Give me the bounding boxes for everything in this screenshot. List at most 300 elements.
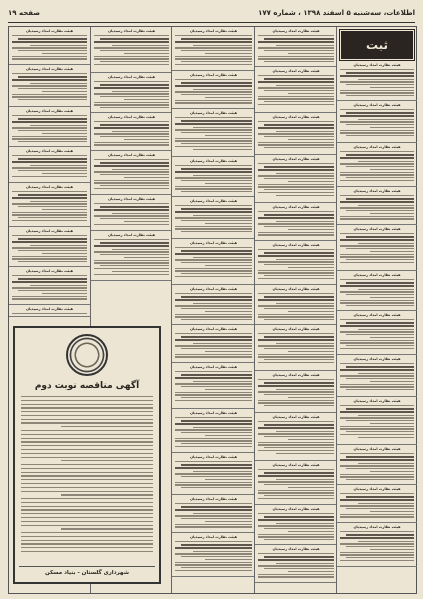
tender-text-line bbox=[61, 426, 153, 427]
notice-text-line bbox=[288, 397, 334, 398]
notice-text-line bbox=[340, 348, 414, 349]
notice-text-line bbox=[181, 50, 252, 51]
notice-text-line bbox=[94, 209, 169, 211]
notice-text-line bbox=[42, 91, 87, 92]
notice-title: هیئت نظارت امداد رسیدیان bbox=[189, 455, 238, 459]
notice-text-line bbox=[358, 373, 414, 374]
notice-text-line bbox=[346, 248, 414, 249]
notice-title: هیئت نظارت امداد رسیدیان bbox=[189, 73, 238, 77]
notice-text-line bbox=[181, 132, 252, 133]
notice-text-line bbox=[276, 523, 334, 524]
notice-text-line bbox=[258, 400, 334, 401]
notice-text-line bbox=[175, 276, 252, 277]
notice-text-line bbox=[12, 167, 87, 168]
notice-text-line bbox=[258, 184, 334, 185]
notice-text-line bbox=[340, 291, 414, 292]
legal-notice bbox=[9, 27, 90, 65]
notice-text-line bbox=[340, 434, 414, 435]
notice-text-line bbox=[370, 471, 414, 472]
notice-text-line bbox=[340, 417, 414, 418]
notice-text-line bbox=[358, 463, 414, 464]
notice-text-line bbox=[358, 79, 414, 80]
notice-text-line bbox=[100, 50, 169, 51]
legal-notice bbox=[255, 67, 337, 113]
notice-text-line bbox=[175, 123, 252, 125]
notice-text-line bbox=[370, 127, 414, 128]
notice-text-line bbox=[258, 574, 334, 575]
notice-text-line bbox=[340, 130, 414, 131]
notice-text-line bbox=[258, 339, 334, 341]
tender-text-line bbox=[61, 494, 153, 495]
notice-text-line bbox=[181, 94, 252, 95]
notice-text-line bbox=[12, 241, 87, 243]
notice-text-line bbox=[100, 242, 169, 244]
notice-text-line bbox=[264, 405, 334, 406]
notice-text-line bbox=[346, 378, 414, 379]
notice-text-line bbox=[264, 424, 334, 426]
notice-text-line bbox=[258, 314, 334, 315]
notice-text-line bbox=[264, 90, 334, 91]
emblem-icon bbox=[66, 334, 108, 376]
notice-text-line bbox=[94, 58, 169, 59]
notice-text-line bbox=[264, 528, 334, 529]
notice-text-line bbox=[276, 343, 334, 344]
notice-text-line bbox=[42, 173, 87, 174]
legal-notice bbox=[9, 107, 90, 147]
notice-text-line bbox=[112, 249, 169, 250]
notice-text-line bbox=[370, 511, 414, 512]
notice-text-line bbox=[340, 256, 414, 257]
notice-text-line bbox=[181, 319, 252, 320]
notice-title: هیئت نظارت امداد رسیدیان bbox=[353, 63, 401, 67]
tender-title: آگهی مناقصه نوبت دوم bbox=[34, 381, 140, 391]
notice-text-line bbox=[175, 138, 252, 139]
notice-text-line bbox=[18, 130, 87, 131]
notice-text-line bbox=[340, 426, 414, 427]
notice-text-line bbox=[94, 245, 169, 247]
notice-text-line bbox=[193, 89, 252, 90]
notice-text-line bbox=[175, 423, 252, 425]
notice-text-line bbox=[100, 218, 169, 219]
notice-text-line bbox=[94, 87, 169, 89]
notice-text-line bbox=[175, 339, 252, 341]
notice-text-line bbox=[264, 348, 334, 349]
legal-notice bbox=[91, 73, 172, 113]
notice-text-line bbox=[288, 139, 334, 140]
notice-text-line bbox=[205, 53, 252, 54]
legal-notice bbox=[255, 545, 337, 583]
legal-notice bbox=[337, 523, 417, 567]
notice-text-line bbox=[181, 567, 252, 568]
tender-text-line bbox=[21, 475, 153, 476]
notice-text-line bbox=[181, 348, 252, 349]
notice-text-line bbox=[193, 149, 252, 150]
notice-text-line bbox=[175, 305, 252, 306]
notice-text-line bbox=[264, 124, 334, 126]
notice-text-line bbox=[370, 213, 414, 214]
notice-text-line bbox=[12, 155, 87, 156]
notice-text-line bbox=[288, 229, 334, 230]
notice-title: هیئت نظارت امداد رسیدیان bbox=[272, 415, 320, 419]
notice-text-line bbox=[258, 534, 334, 535]
notice-text-line bbox=[276, 221, 334, 222]
legal-notice bbox=[91, 27, 172, 73]
notice-text-line bbox=[193, 551, 252, 552]
notice-text-line bbox=[175, 100, 252, 101]
notice-text-line bbox=[18, 99, 87, 100]
notice-text-line bbox=[340, 537, 414, 539]
notice-text-line bbox=[12, 287, 87, 288]
notice-text-line bbox=[346, 345, 414, 346]
notice-text-line bbox=[264, 166, 334, 168]
notice-title: هیئت نظارت امداد رسیدیان bbox=[189, 159, 238, 163]
notice-text-line bbox=[100, 96, 169, 97]
tender-text-line bbox=[21, 513, 153, 514]
notice-text-line bbox=[276, 479, 334, 480]
notice-text-line bbox=[205, 183, 252, 184]
legal-notice bbox=[337, 101, 417, 143]
tender-text-line bbox=[21, 419, 153, 420]
notice-text-line bbox=[340, 459, 414, 461]
legal-notice bbox=[337, 271, 417, 311]
notice-text-line bbox=[258, 163, 334, 164]
tender-text-line bbox=[21, 551, 153, 552]
notice-title: هیئت نظارت امداد رسیدیان bbox=[353, 525, 401, 529]
notice-text-line bbox=[340, 81, 414, 82]
notice-text-line bbox=[18, 38, 87, 40]
legal-notice bbox=[172, 285, 255, 325]
notice-title: هیئت نظارت امداد رسیدیان bbox=[107, 115, 156, 119]
notice-text-line bbox=[346, 408, 414, 410]
tender-text-line bbox=[21, 441, 153, 442]
notice-text-line bbox=[264, 296, 334, 298]
notice-text-line bbox=[346, 322, 414, 324]
notice-text-line bbox=[205, 311, 252, 312]
notice-text-line bbox=[18, 206, 87, 207]
tender-text-line bbox=[21, 547, 153, 548]
notice-text-line bbox=[181, 544, 252, 546]
notice-text-line bbox=[340, 428, 414, 429]
notice-text-line bbox=[12, 127, 87, 128]
notice-text-line bbox=[124, 221, 169, 222]
notice-text-line bbox=[30, 201, 87, 202]
tender-text-line bbox=[21, 540, 153, 541]
notice-title: هیئت نظارت امداد رسیدیان bbox=[25, 109, 74, 113]
tender-text-line bbox=[21, 517, 153, 518]
legal-notice bbox=[337, 311, 417, 355]
notice-text-line bbox=[94, 47, 169, 48]
notice-title: هیئت نظارت امداد رسیدیان bbox=[353, 227, 401, 231]
notice-title: هیئت نظارت امداد رسیدیان bbox=[272, 287, 320, 291]
notice-text-line bbox=[346, 259, 414, 260]
notice-text-line bbox=[258, 232, 334, 233]
notice-text-line bbox=[276, 453, 334, 454]
notice-text-line bbox=[175, 102, 252, 103]
notice-text-line bbox=[264, 264, 334, 265]
notice-text-line bbox=[358, 161, 414, 162]
notice-text-line bbox=[175, 253, 252, 255]
notice-text-line bbox=[258, 305, 334, 306]
notice-text-line bbox=[12, 247, 87, 248]
notice-text-line bbox=[175, 564, 252, 565]
notice-text-line bbox=[258, 133, 334, 134]
tender-text-line bbox=[61, 528, 153, 529]
notice-title: هیئت نظارت امداد رسیدیان bbox=[25, 269, 74, 273]
notice-text-line bbox=[340, 174, 414, 175]
notice-text-line bbox=[112, 131, 169, 132]
notice-text-line bbox=[181, 420, 252, 422]
notice-text-line bbox=[175, 371, 252, 372]
tender-text-line bbox=[21, 445, 153, 446]
notice-text-line bbox=[264, 308, 334, 309]
notice-text-line bbox=[12, 296, 87, 297]
notice-text-line bbox=[94, 182, 169, 183]
notice-title: هیئت نظارت امداد رسیدیان bbox=[107, 233, 156, 237]
notice-text-line bbox=[276, 195, 334, 196]
notice-text-line bbox=[258, 385, 334, 387]
notice-text-line bbox=[258, 362, 334, 363]
notice-text-line bbox=[258, 58, 334, 59]
notice-title: هیئت نظارت امداد رسیدیان bbox=[189, 365, 238, 369]
tender-body bbox=[21, 396, 153, 552]
notice-text-line bbox=[112, 169, 169, 170]
notice-text-line bbox=[264, 447, 334, 448]
notice-title: هیئت نظارت امداد رسیدیان bbox=[189, 111, 238, 115]
notice-text-line bbox=[276, 303, 334, 304]
notice-text-line bbox=[258, 144, 334, 145]
notice-text-line bbox=[264, 226, 334, 227]
notice-text-line bbox=[264, 147, 334, 148]
notice-text-line bbox=[12, 203, 87, 204]
notice-text-line bbox=[94, 64, 169, 65]
notice-text-line bbox=[175, 467, 252, 469]
notice-text-line bbox=[181, 38, 252, 40]
notice-text-line bbox=[18, 290, 87, 291]
notice-text-line bbox=[258, 272, 334, 273]
notice-text-line bbox=[12, 258, 87, 259]
notice-text-line bbox=[346, 479, 414, 480]
tender-text-line bbox=[21, 449, 153, 450]
notice-text-line bbox=[258, 316, 334, 317]
notice-text-line bbox=[175, 268, 252, 269]
notice-text-line bbox=[205, 389, 252, 390]
notice-text-line bbox=[181, 386, 252, 387]
notice-text-line bbox=[258, 96, 334, 97]
legal-notice bbox=[91, 151, 172, 195]
notice-text-line bbox=[258, 475, 334, 477]
notice-text-line bbox=[193, 175, 252, 176]
tender-text-line bbox=[21, 464, 153, 465]
notice-text-line bbox=[18, 217, 87, 218]
notice-text-line bbox=[12, 313, 87, 314]
notice-text-line bbox=[258, 345, 334, 346]
notice-text-line bbox=[358, 415, 414, 416]
page-header bbox=[8, 4, 415, 23]
notice-text-line bbox=[94, 171, 169, 172]
legal-notice bbox=[91, 195, 172, 231]
notice-text-line bbox=[258, 450, 334, 451]
notice-title: هیئت نظارت امداد رسیدیان bbox=[189, 29, 238, 33]
notice-text-line bbox=[18, 170, 87, 171]
notice-text-line bbox=[175, 247, 252, 248]
notice-title: هیئت نظارت امداد رسیدیان bbox=[107, 75, 156, 79]
notice-text-line bbox=[358, 541, 414, 542]
notice-text-line bbox=[258, 186, 334, 187]
legal-notice bbox=[337, 355, 417, 397]
tender-text-line bbox=[21, 472, 153, 473]
notice-text-line bbox=[181, 397, 252, 398]
notice-text-line bbox=[258, 223, 334, 224]
notice-text-line bbox=[340, 516, 414, 517]
notice-text-line bbox=[340, 302, 414, 303]
notice-text-line bbox=[94, 142, 169, 143]
notice-text-line bbox=[12, 56, 87, 57]
notice-text-line bbox=[264, 178, 334, 179]
notice-text-line bbox=[205, 265, 252, 266]
notice-title: هیئت نظارت امداد رسیدیان bbox=[353, 313, 401, 317]
notice-title: هیئت نظارت امداد رسیدیان bbox=[189, 287, 238, 291]
notice-text-line bbox=[358, 437, 414, 438]
notice-title: هیئت نظارت امداد رسیدیان bbox=[189, 327, 238, 331]
notice-text-line bbox=[346, 389, 414, 390]
notice-text-line bbox=[175, 117, 252, 118]
notice-text-line bbox=[264, 275, 334, 276]
notice-text-line bbox=[258, 576, 334, 577]
notice-text-line bbox=[258, 217, 334, 219]
notice-text-line bbox=[205, 559, 252, 560]
notice-title: هیئت نظارت امداد رسیدیان bbox=[272, 463, 320, 467]
notice-text-line bbox=[258, 255, 334, 257]
notice-text-line bbox=[205, 97, 252, 98]
notice-text-line bbox=[264, 214, 334, 216]
notice-text-line bbox=[175, 35, 252, 36]
notice-text-line bbox=[124, 53, 169, 54]
notice-title: هیئت نظارت امداد رسیدیان bbox=[272, 547, 320, 551]
notice-text-line bbox=[181, 262, 252, 263]
notice-text-line bbox=[370, 169, 414, 170]
notice-text-line bbox=[258, 75, 334, 76]
notice-text-line bbox=[258, 421, 334, 422]
notice-text-line bbox=[175, 211, 252, 213]
notice-text-line bbox=[264, 436, 334, 437]
notice-text-line bbox=[258, 498, 334, 499]
notice-text-line bbox=[175, 503, 252, 504]
notice-title: هیئت نظارت امداد رسیدیان bbox=[107, 153, 156, 157]
notice-text-line bbox=[12, 298, 87, 299]
notice-text-line bbox=[175, 41, 252, 43]
notice-text-line bbox=[175, 129, 252, 130]
notice-text-line bbox=[346, 468, 414, 469]
legal-notice bbox=[172, 533, 255, 577]
notice-text-line bbox=[181, 191, 252, 192]
notice-text-line bbox=[30, 285, 87, 286]
notice-text-line bbox=[18, 158, 87, 160]
notice-text-line bbox=[175, 526, 252, 527]
notice-text-line bbox=[181, 168, 252, 170]
notice-text-line bbox=[112, 45, 169, 46]
notice-text-line bbox=[12, 256, 87, 257]
notice-text-line bbox=[112, 271, 169, 272]
notice-text-line bbox=[358, 329, 414, 330]
notice-text-line bbox=[264, 38, 334, 40]
notice-text-line bbox=[175, 171, 252, 173]
notice-text-line bbox=[258, 234, 334, 235]
notice-text-line bbox=[205, 521, 252, 522]
notice-text-line bbox=[175, 417, 252, 418]
notice-text-line bbox=[340, 331, 414, 332]
notice-text-line bbox=[346, 124, 414, 125]
notice-text-line bbox=[100, 124, 169, 126]
notice-text-line bbox=[94, 93, 169, 94]
tender-text-line bbox=[21, 457, 153, 458]
notice-text-line bbox=[264, 50, 334, 51]
notice-text-line bbox=[30, 165, 87, 166]
notice-title: هیئت نظارت امداد رسیدیان bbox=[272, 69, 320, 73]
notice-text-line bbox=[258, 427, 334, 429]
notice-text-line bbox=[346, 95, 414, 96]
notice-text-line bbox=[258, 490, 334, 491]
notice-text-line bbox=[175, 140, 252, 141]
notice-title: هیئت نظارت امداد رسیدیان bbox=[25, 185, 74, 189]
notice-text-line bbox=[340, 384, 414, 385]
notice-text-line bbox=[276, 45, 334, 46]
notice-text-line bbox=[340, 132, 414, 133]
notice-text-line bbox=[94, 224, 169, 225]
tender-text-line bbox=[21, 422, 153, 423]
notice-text-line bbox=[276, 389, 334, 390]
legal-notice bbox=[337, 187, 417, 225]
notice-text-line bbox=[264, 472, 334, 474]
notice-title: هیئت نظارت امداد رسیدیان bbox=[25, 29, 74, 33]
notice-text-line bbox=[12, 73, 87, 74]
notice-text-line bbox=[175, 394, 252, 395]
notice-text-line bbox=[340, 245, 414, 246]
notice-text-line bbox=[175, 509, 252, 511]
notice-text-line bbox=[276, 431, 334, 432]
notice-title: هیئت نظارت امداد رسیدیان bbox=[189, 497, 238, 501]
notice-text-line bbox=[288, 531, 334, 532]
notice-text-line bbox=[175, 354, 252, 355]
notice-title: هیئت نظارت امداد رسیدیان bbox=[25, 229, 74, 233]
notice-text-line bbox=[346, 236, 414, 238]
notice-title: هیئت نظارت امداد رسیدیان bbox=[189, 241, 238, 245]
notice-text-line bbox=[181, 231, 252, 232]
notice-title: هیئت نظارت امداد رسیدیان bbox=[353, 273, 401, 277]
legal-notice bbox=[9, 65, 90, 107]
notice-text-line bbox=[370, 381, 414, 382]
notice-text-line bbox=[258, 519, 334, 521]
legal-notice bbox=[337, 445, 417, 485]
notice-text-line bbox=[193, 427, 252, 428]
legal-notice bbox=[337, 485, 417, 523]
notice-text-line bbox=[340, 543, 414, 544]
notice-title: هیئت نظارت امداد رسیدیان bbox=[353, 103, 401, 107]
notice-text-line bbox=[258, 104, 334, 105]
notice-text-line bbox=[175, 541, 252, 542]
notice-text-line bbox=[193, 513, 252, 514]
legal-notice bbox=[255, 155, 337, 203]
legal-notice bbox=[172, 157, 255, 197]
tender-text-line bbox=[21, 498, 153, 499]
legal-notice bbox=[9, 267, 90, 305]
notice-text-line bbox=[30, 83, 87, 84]
notice-text-line bbox=[340, 90, 414, 91]
notice-text-line bbox=[181, 220, 252, 221]
notice-title: هیئت نظارت امداد رسیدیان bbox=[353, 487, 401, 491]
notice-text-line bbox=[94, 268, 169, 269]
notice-text-line bbox=[175, 299, 252, 301]
notice-text-line bbox=[340, 239, 414, 241]
